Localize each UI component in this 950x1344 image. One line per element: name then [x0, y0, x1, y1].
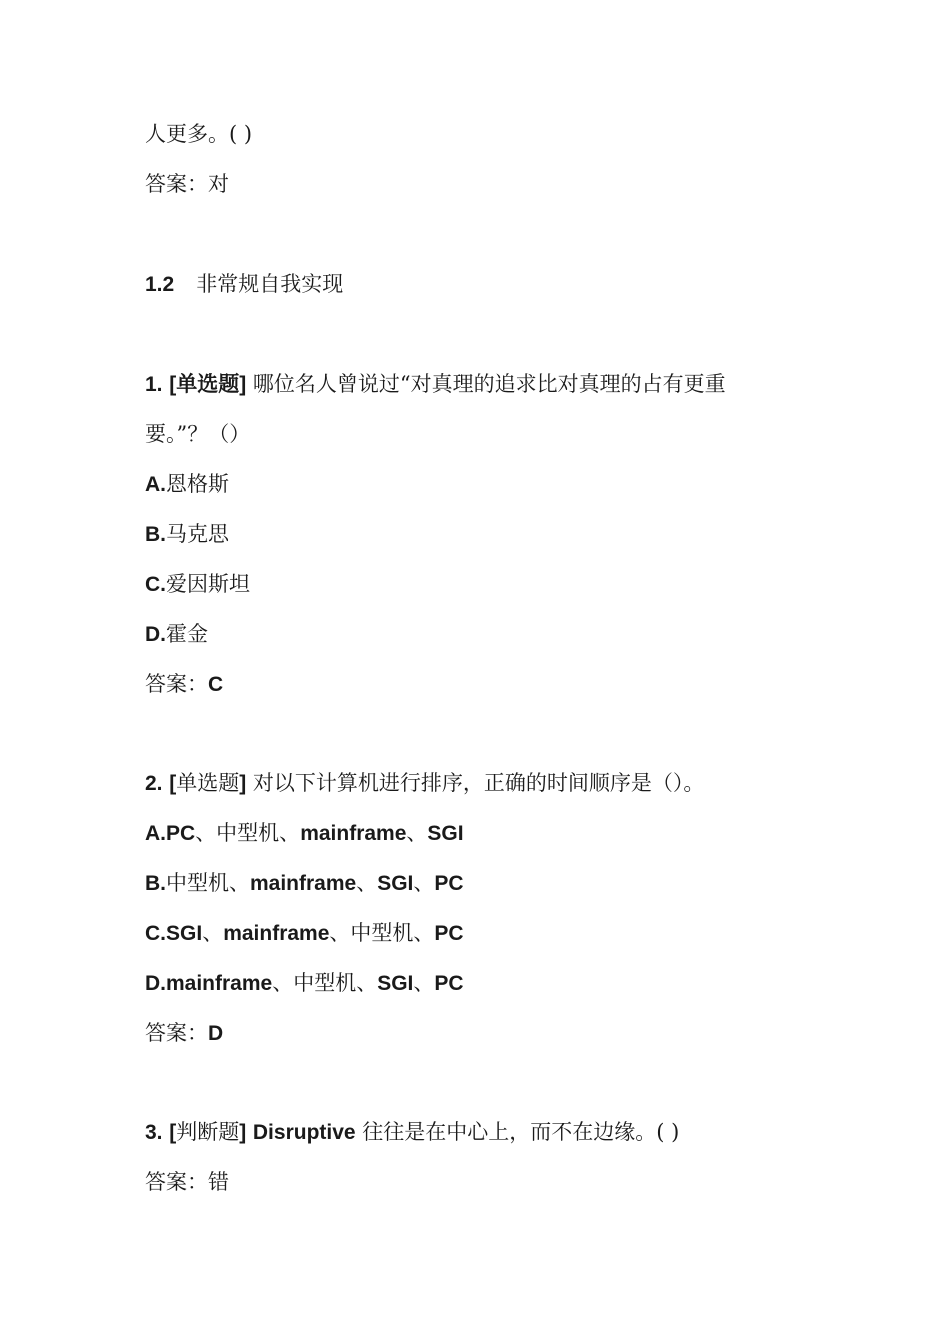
q2-option-a: A.PC、中型机、mainframe、SGI [145, 821, 464, 845]
answer-label: 答案： [145, 1170, 208, 1194]
q2-stem: 2. [单选题] 对以下计算机进行排序，正确的时间顺序是（）。 [145, 771, 705, 795]
q1-option-d: D.霍金 [145, 622, 208, 646]
q1-option-b: B.马克思 [145, 522, 229, 546]
q2-stem-text: 对以下计算机进行排序，正确的时间顺序是（）。 [252, 771, 705, 795]
q3-stem: 3. [判断题] Disruptive 往往是在中心上，而不在边缘。( ) [145, 1120, 680, 1144]
answer-value: C [208, 673, 224, 696]
q1-answer [145, 669, 223, 700]
q3-answer [145, 1167, 229, 1197]
answer-value: 错 [208, 1170, 229, 1194]
q3-number: 3. [145, 1121, 163, 1144]
q2-option-d: D.mainframe、中型机、SGI、PC [145, 971, 464, 995]
q1-option-c: C.爱因斯坦 [145, 572, 250, 596]
prev-answer [145, 169, 229, 199]
prev-question-stem-tail: 人更多。( ) [145, 122, 253, 146]
answer-label: 答案： [145, 672, 208, 696]
q1-stem-line1 [145, 369, 726, 400]
q2-answer [145, 1018, 223, 1049]
q3-stem-text: 往往是在中心上，而不在边缘。( ) [355, 1120, 680, 1144]
q1-type: [单选题] [169, 373, 247, 396]
q2-type: 单选题 [176, 771, 240, 795]
q1-stem: 哪位名人曾说过“对真理的追求比对真理的占有更重 [252, 372, 726, 396]
q3-type: 判断题 [176, 1120, 240, 1144]
q3-keyword: Disruptive [252, 1121, 356, 1144]
section-number: 1.2 [145, 273, 175, 296]
section-heading [145, 269, 343, 300]
answer-value: D [208, 1022, 224, 1045]
q2-number: 2. [145, 772, 163, 795]
section-title: 非常规自我实现 [196, 272, 344, 296]
answer-label: 答案： [145, 172, 208, 196]
q1-option-a: A.恩格斯 [145, 472, 229, 496]
answer-value: 对 [208, 172, 229, 196]
q2-option-b: B.中型机、mainframe、SGI、PC [145, 871, 464, 895]
answer-label: 答案： [145, 1021, 208, 1045]
q1-stem-line2: 要。”？（） [145, 422, 251, 446]
q1-number: 1. [145, 373, 163, 396]
q2-option-c: C.SGI、mainframe、中型机、PC [145, 921, 464, 945]
